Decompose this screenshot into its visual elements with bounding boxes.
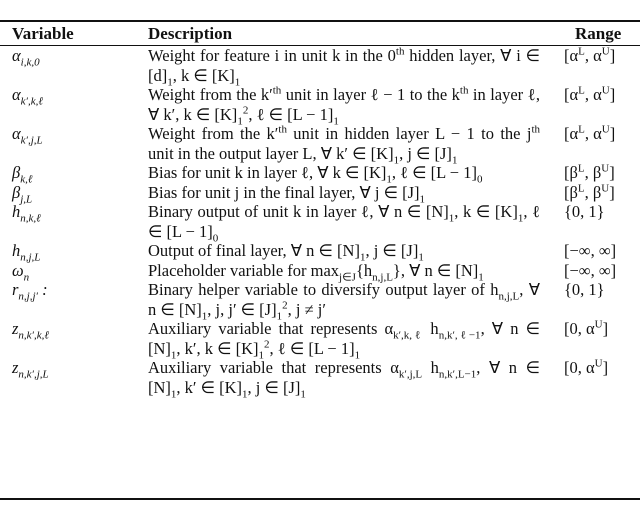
variable-symbol: $h_{n,j,L}$	[12, 241, 41, 264]
variable-symbol: $h_{n,k,\ell}$	[12, 202, 41, 225]
table-row	[0, 162, 640, 186]
table-row	[0, 45, 640, 88]
variable-range: [$\beta^L$, $\beta^U$]	[564, 182, 615, 202]
variable-description: Bias for unit j in the final layer, ∀ j ∈ $[J]_1$	[148, 182, 426, 205]
variable-symbol: $\beta_{j,L}$	[12, 182, 33, 205]
variable-range: [$\alpha^L$, $\alpha^U$]	[564, 45, 616, 65]
variable-symbol: $z_{n,k',j,L}$	[12, 358, 49, 381]
header-variable: Variable	[12, 23, 74, 43]
variable-range: [$\alpha^L$, $\alpha^U$]	[564, 84, 616, 104]
table-row	[0, 241, 640, 264]
variable-description: Weight for feature i in unit k in the 0th hidden layer, ∀ i ∈ $[d]_1$, k ∈ $[K]_1$	[148, 45, 540, 88]
variable-description: Bias for unit k in layer ℓ, ∀ k ∈ $[K]_1$, ℓ ∈ $[L - 1]_0$	[148, 163, 483, 186]
header-range: Range	[575, 23, 622, 43]
variable-symbol: $\alpha_{k',k,\ell}$	[12, 85, 43, 108]
variable-description: Weight from the $k'^{th}$ unit in layer ℓ − 1 to the $k^{th}$ in layer ℓ, ∀ k′, k ∈ $[K]_1^2$, ℓ ∈ $[L - 1]_1$	[148, 84, 540, 127]
header-description: Description	[148, 23, 233, 43]
variable-range: [$\alpha^L$, $\alpha^U$]	[564, 123, 616, 143]
table-row	[0, 357, 640, 400]
variable-description: Weight from the $k'^{th}$ unit in hidden layer L − 1 to the $j^{th}$ unit in the output layer L, ∀ k′ ∈ $[K]_1$, j ∈ $[J]_1$	[148, 123, 540, 166]
table-row	[0, 123, 640, 166]
variable-symbol: $r_{n,j,j'}$ :	[12, 280, 48, 303]
table-row	[0, 84, 640, 127]
variable-description: Binary helper variable to diversify output layer of $h_{n,j,L}$, ∀ n ∈ $[N]_1$, j, j′ ∈ $[J]_1^2$, j ≠ j′	[148, 280, 540, 322]
variable-symbol: $\beta_{k,\ell}$	[12, 163, 33, 186]
table-row	[0, 183, 640, 203]
variable-range: [0, $\alpha^U$]	[564, 357, 609, 377]
variable-symbol: $z_{n,k',k,\ell}$	[12, 319, 49, 342]
table-body	[0, 45, 640, 400]
variable-description: Output of final layer, ∀ n ∈ $[N]_1$, j ∈ $[J]_1$	[148, 241, 424, 264]
variable-range: [−∞, ∞]	[564, 241, 617, 260]
variable-description: Auxiliary variable that represents $\alpha_{k',j,L}$ $h_{n,k',L-1}$, ∀ n ∈ $[N]_1$, k′ ∈ $[K]_1$, j ∈ $[J]_1$	[148, 358, 540, 400]
variable-range: [−∞, ∞]	[564, 260, 617, 280]
bottom-rule	[0, 498, 640, 500]
table-header	[0, 22, 640, 45]
variable-range: [$\beta^L$, $\beta^U$]	[564, 162, 615, 182]
table-row	[0, 261, 640, 281]
table-row	[0, 202, 640, 244]
variable-range: [0, $\alpha^U$]	[564, 318, 609, 338]
variable-description: Auxiliary variable that represents $\alpha_{k',k,\ell}$ $h_{n,k',\ell-1}$, ∀ n ∈ $[N]_1$, k′, k ∈ $[K]_1^2$, ℓ ∈ $[L - 1]_1$	[148, 319, 540, 361]
variable-symbol: $\omega_n$	[12, 260, 30, 283]
variable-description: Binary output of unit k in layer ℓ, ∀ n ∈ $[N]_1$, k ∈ $[K]_1$, ℓ ∈ $[L - 1]_0$	[148, 202, 540, 244]
table-row	[0, 318, 640, 361]
variable-table	[0, 20, 640, 400]
variable-symbol: $\alpha_{i,k,0}$	[12, 46, 40, 69]
variable-description: Placeholder variable for $\max_{j\in J}\{h_{n,j,L}\}$, ∀ n ∈ $[N]_1$	[148, 260, 484, 283]
variable-range: {0, 1}	[564, 280, 605, 299]
variable-range: {0, 1}	[564, 202, 605, 221]
table-row	[0, 280, 640, 322]
variable-symbol: $\alpha_{k',j,L}$	[12, 124, 43, 147]
